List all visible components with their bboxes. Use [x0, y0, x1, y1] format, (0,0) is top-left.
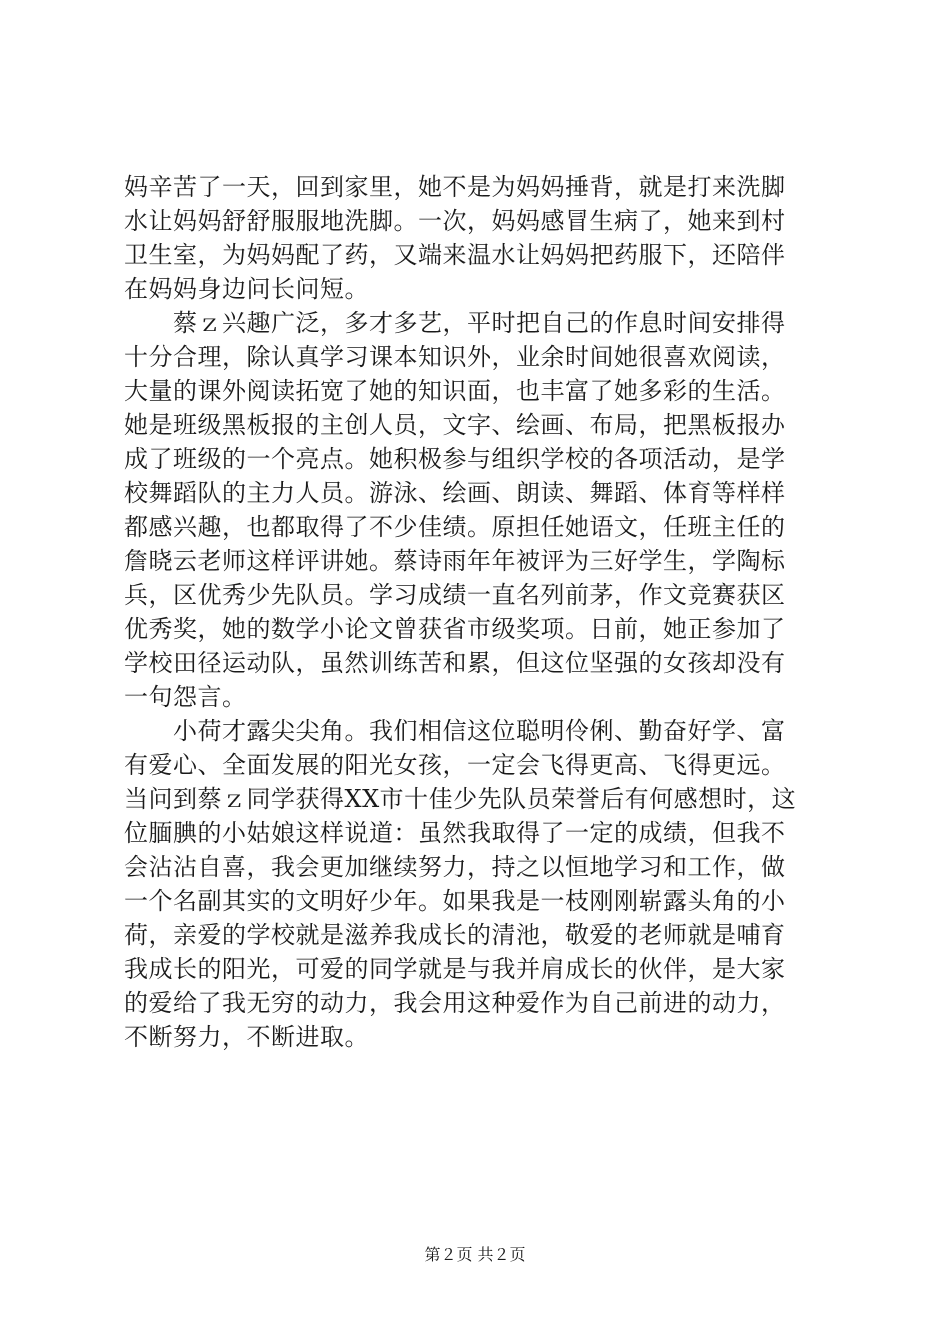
- text-line: 大量的课外阅读拓宽了她的知识面，也丰富了她多彩的生活。: [124, 377, 786, 405]
- text-line: 蔡ｚ兴趣广泛，多才多艺，平时把自己的作息时间安排得: [124, 309, 786, 337]
- text-line: 我成长的阳光，可爱的同学就是与我并肩成长的伙伴，是大家: [124, 955, 786, 983]
- text-line: 詹晓云老师这样评讲她。蔡诗雨年年被评为三好学生，学陶标: [124, 547, 786, 575]
- text-line: 成了班级的一个亮点。她积极参与组织学校的各项活动，是学: [124, 445, 786, 473]
- text-line: 十分合理，除认真学习课本知识外，业余时间她很喜欢阅读，: [124, 343, 786, 371]
- text-line: 学校田径运动队，虽然训练苦和累，但这位坚强的女孩却没有: [124, 649, 786, 677]
- text-line: 的爱给了我无穷的动力，我会用这种爱作为自己前进的动力，: [124, 989, 786, 1017]
- text-line: 都感兴趣，也都取得了不少佳绩。原担任她语文，任班主任的: [124, 513, 786, 541]
- text-line: 在妈妈身边问长问短。: [124, 275, 369, 303]
- text-line: 有爱心、全面发展的阳光女孩，一定会飞得更高、飞得更远。: [124, 751, 786, 779]
- text-line: 优秀奖，她的数学小论文曾获省市级奖项。日前，她正参加了: [124, 615, 786, 643]
- body-text: [124, 170, 836, 1054]
- text-line: 一个名副其实的文明好少年。如果我是一枝刚刚崭露头角的小: [124, 887, 786, 915]
- text-line: 水让妈妈舒舒服服地洗脚。一次，妈妈感冒生病了，她来到村: [124, 207, 786, 235]
- text-line: 兵，区优秀少先队员。学习成绩一直名列前茅，作文竞赛获区: [124, 581, 786, 609]
- text-line: 荷，亲爱的学校就是滋养我成长的清池，敬爱的老师就是哺育: [124, 921, 786, 949]
- text-line: 她是班级黑板报的主创人员，文字、绘画、布局，把黑板报办: [124, 411, 786, 439]
- text-line: 一句怨言。: [124, 683, 247, 711]
- text-line: 校舞蹈队的主力人员。游泳、绘画、朗读、舞蹈、体育等样样: [124, 479, 786, 507]
- text-line: 妈辛苦了一天，回到家里，她不是为妈妈捶背，就是打来洗脚: [124, 173, 786, 201]
- page-footer: 第２页 共２页: [424, 1245, 526, 1264]
- text-line: 位腼腆的小姑娘这样说道：虽然我取得了一定的成绩，但我不: [124, 819, 786, 847]
- text-line: 不断努力，不断进取。: [124, 1023, 369, 1051]
- text-line: 卫生室，为妈妈配了药，又端来温水让妈妈把药服下，还陪伴: [124, 241, 786, 269]
- text-line: 当问到蔡ｚ同学获得XX市十佳少先队员荣誉后有何感想时，这: [124, 785, 797, 813]
- text-line: 小荷才露尖尖角。我们相信这位聪明伶俐、勤奋好学、富: [124, 717, 786, 745]
- text-line: 会沾沾自喜，我会更加继续努力，持之以恒地学习和工作，做: [124, 853, 786, 881]
